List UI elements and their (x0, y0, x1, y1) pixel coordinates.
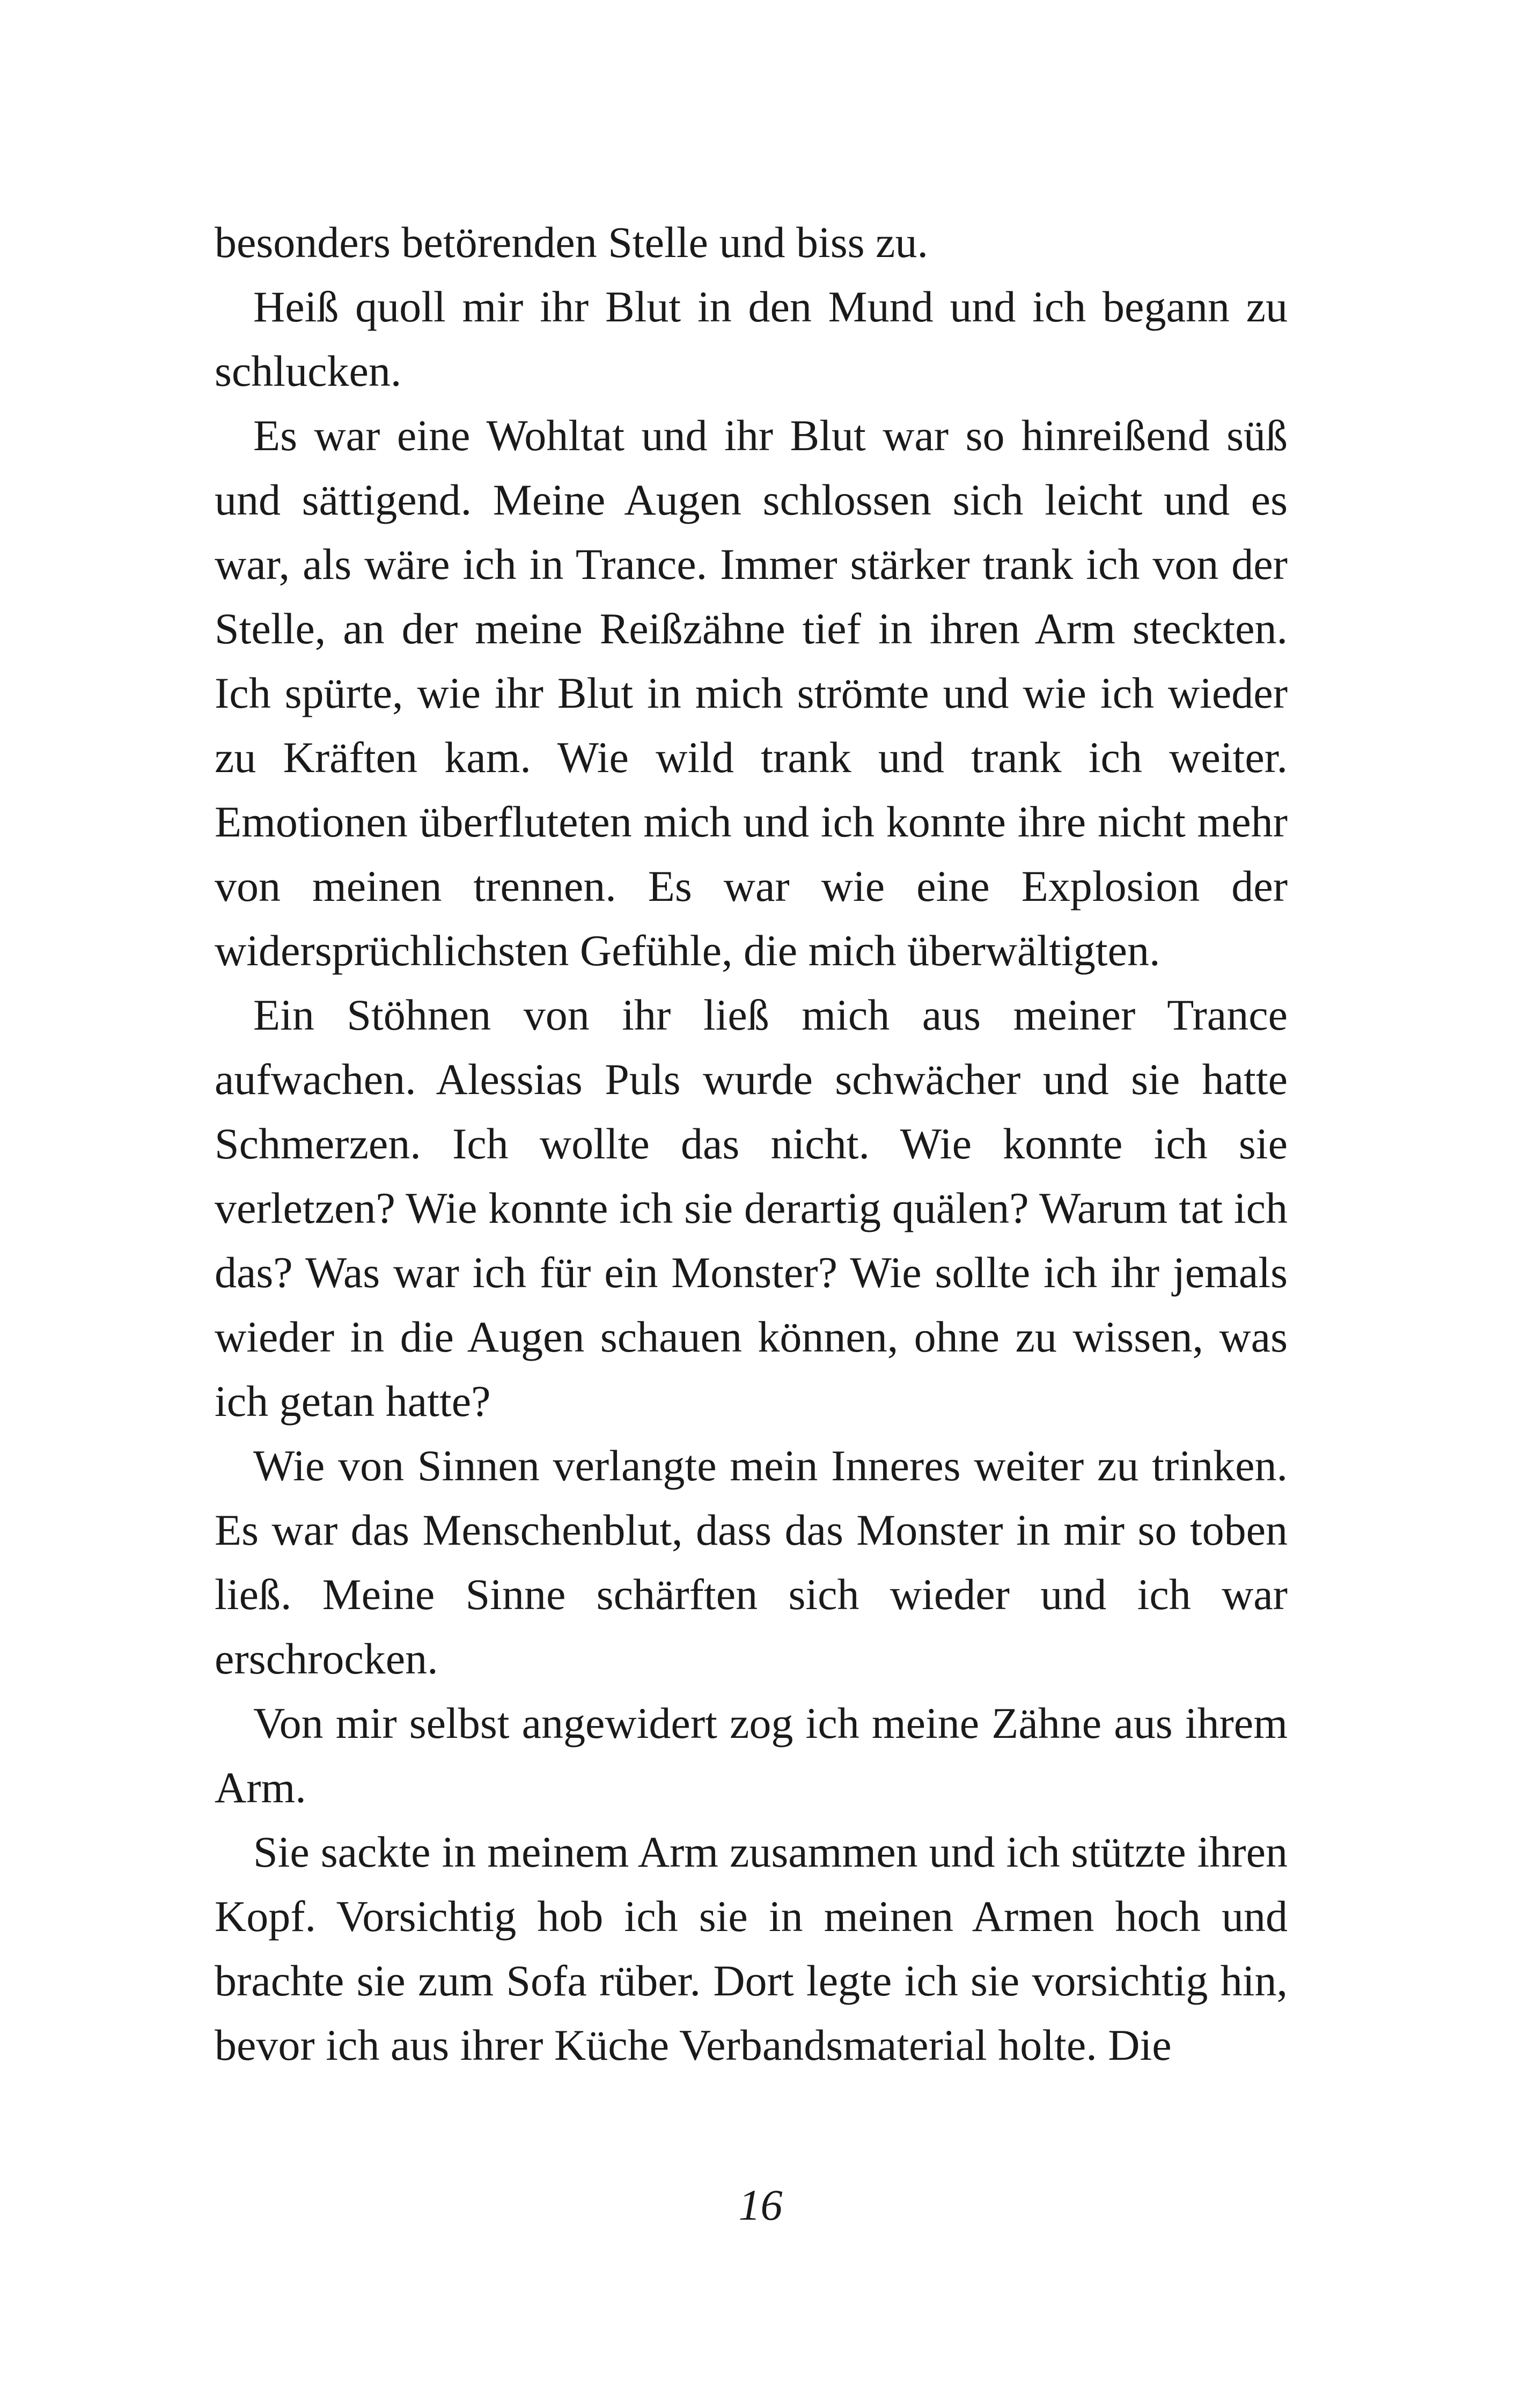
page-number: 16 (738, 2181, 783, 2229)
paragraph-4: Ein Stöhnen von ihr ließ mich aus meiner Trance aufwachen. Alessias Puls wurde schwächer und sie hatte Schmerzen. Ich wollte das nicht. Wie konnte ich sie verletzen? Wie konnte ich sie derartig quälen? Warum tat ich das? Was war ich für ein Monster? Wie sollte ich ihr jemals wieder in die Augen schauen können, ohne zu wissen, was ich getan hatte? (215, 990, 1288, 1426)
paragraph-7: Sie sackte in meinem Arm zusammen und ich stützte ihren Kopf. Vorsichtig hob ich sie in meinen Armen hoch und brachte sie zum Sofa rüber. Dort legte ich sie vorsichtig hin, bevor ich aus ihrer Küche Verbandsmaterial holte. Die (215, 1827, 1288, 2069)
paragraph-1: besonders betörenden Stelle und biss zu. (215, 218, 928, 267)
body-text (215, 210, 1288, 2077)
paragraph-3: Es war eine Wohltat und ihr Blut war so hinreißend süß und sättigend. Meine Augen schlossen sich leicht und es war, als wäre ich in Trance. Immer stärker trank ich von der Stelle, an der meine Reißzähne tief in ihren Arm steckten. Ich spürte, wie ihr Blut in mich strömte und wie ich wieder zu Kräften kam. Wie wild trank und trank ich weiter. Emotionen überfluteten mich und ich konnte ihre nicht mehr von meinen trennen. Es war wie eine Explosion der widersprüchlichsten Gefühle, die mich überwältigten. (215, 411, 1288, 975)
paragraph-2: Heiß quoll mir ihr Blut in den Mund und ich begann zu schlucken. (215, 282, 1288, 395)
paragraph-6: Von mir selbst angewidert zog ich meine Zähne aus ihrem Arm. (215, 1699, 1288, 1812)
paragraph-5: Wie von Sinnen verlangte mein Inneres weiter zu trinken. Es war das Menschenblut, dass das Monster in mir so toben ließ. Meine Sinne schärften sich wieder und ich war erschrocken. (215, 1441, 1288, 1683)
